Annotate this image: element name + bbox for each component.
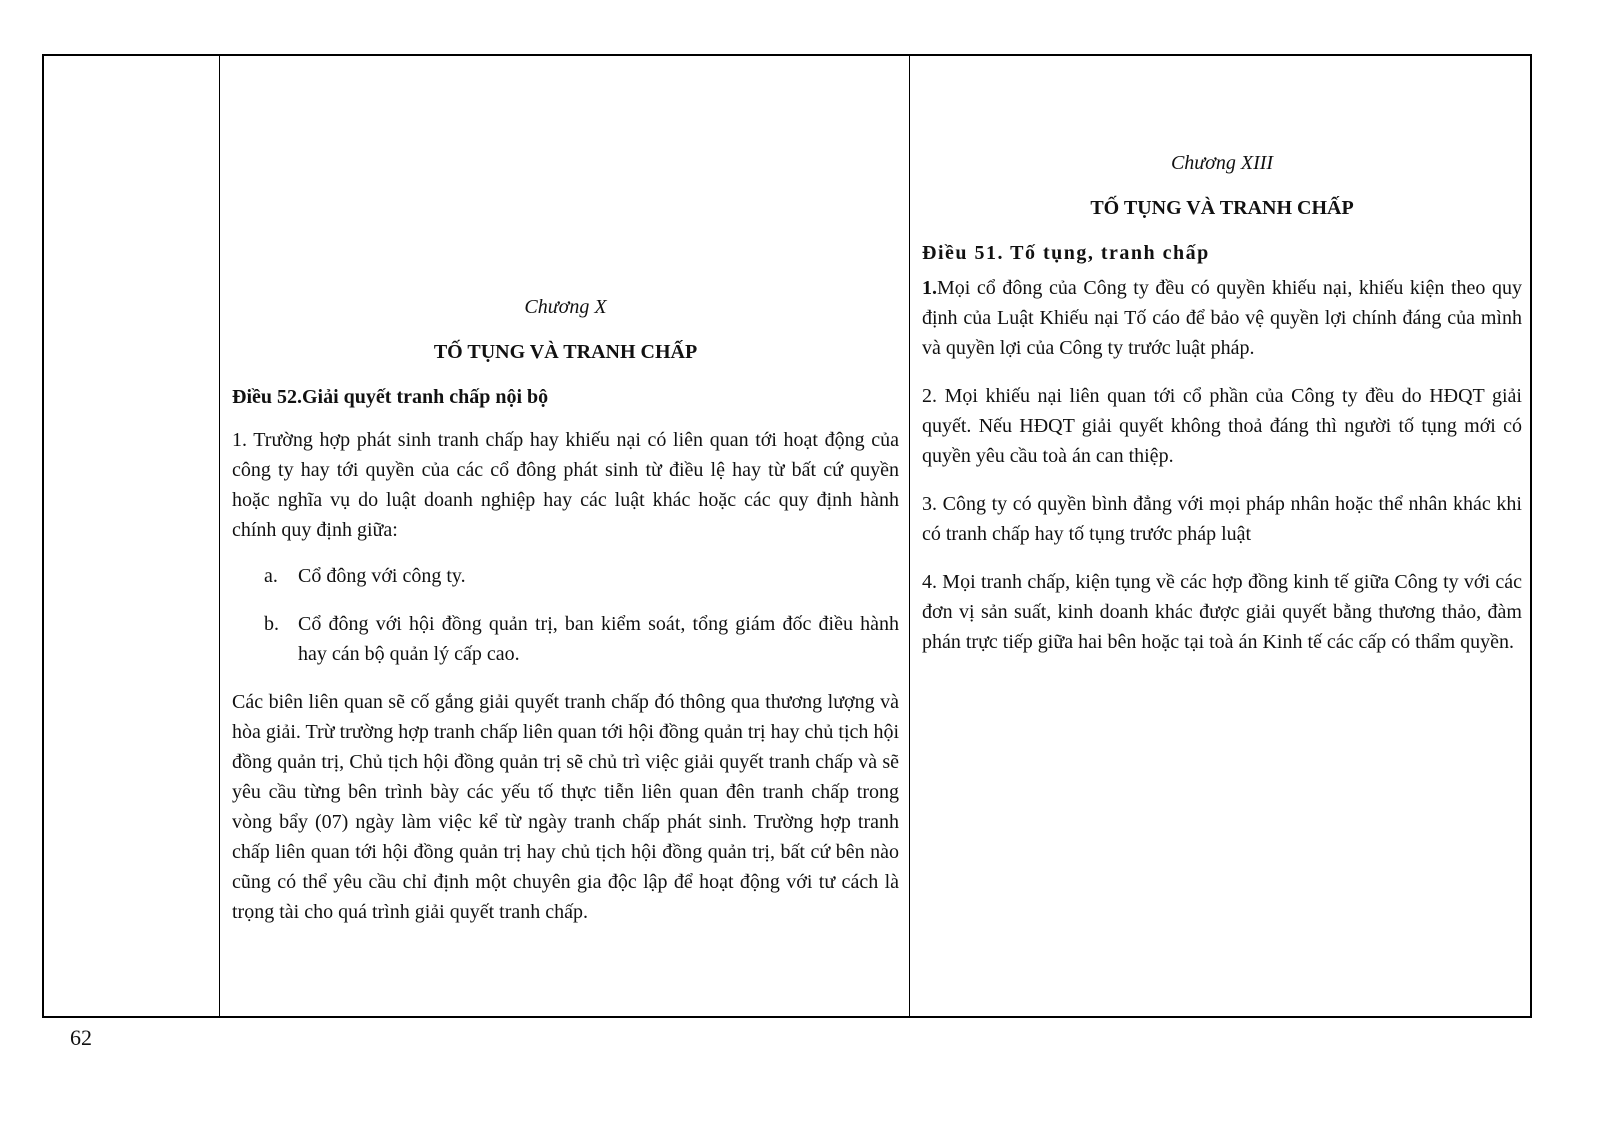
article-paragraph-3: 3. Công ty có quyền bình đẳng với mọi pháp nhân hoặc thể nhân khác khi có tranh chấp hay tố tụng trước pháp luật xyxy=(922,493,1522,545)
article-paragraph-2: 2. Mọi khiếu nại liên quan tới cổ phần của Công ty đều do HĐQT giải quyết. Nếu HĐQT giải quyết không thoả đáng thì người tố tụng mới có quyền yêu cầu toà án can thiệp. xyxy=(922,385,1522,467)
article-paragraph-1 xyxy=(922,273,1522,363)
page-number: 62 xyxy=(70,1025,92,1050)
chapter-heading: Chương X xyxy=(524,296,607,318)
chapter-title: TỐ TỤNG VÀ TRANH CHẤP xyxy=(1090,197,1354,219)
old-charter-column xyxy=(220,56,909,1016)
article-paragraph-2: Các biên liên quan sẽ cố gắng giải quyết tranh chấp đó thông qua thương lượng và hòa giải. Trừ trường hợp tranh chấp liên quan tới hội đồng quản trị hay chủ tịch hội đồng quản trị, Chủ tịch hội đồng quản trị sẽ chủ trì việc giải quyết tranh chấp và sẽ yêu cầu từng bên trình bày các yếu tố thực tiễn liên quan đên tranh chấp trong vòng bẩy (07) ngày làm việc kể từ ngày tranh chấp phát sinh. Trường hợp tranh chấp liên quan tới hội đồng quản trị hay chủ tịch hội đồng quản trị, bất cứ bên nào cũng có thể yêu cầu chỉ định một chuyên gia độc lập để hoạt động với tư cách là trọng tài cho quá trình giải quyết tranh chấp. xyxy=(232,691,899,923)
list-item xyxy=(264,561,899,591)
article-title: Điều 52.Giải quyết tranh chấp nội bộ xyxy=(232,386,549,408)
party-list xyxy=(232,561,899,669)
article-paragraph-4: 4. Mọi tranh chấp, kiện tụng về các hợp đồng kinh tế giữa Công ty với các đơn vị sản suất, kinh doanh khác được giải quyết bằng thương thảo, đàm phán trực tiếp giữa hai bên hoặc tại toà án Kinh tế các cấp có thẩm quyền. xyxy=(922,571,1522,653)
list-text: Cổ đông với hội đồng quản trị, ban kiểm soát, tổng giám đốc điều hành hay cán bộ quản lý cấp cao. xyxy=(298,613,899,665)
list-text: Cổ đông với công ty. xyxy=(298,565,466,587)
chapter-heading: Chương XIII xyxy=(1170,152,1274,174)
paragraph-number: 1. xyxy=(922,277,937,299)
new-charter-column xyxy=(910,56,1532,1016)
comparison-table xyxy=(42,54,1532,1018)
paragraph-text: Mọi cổ đông của Công ty đều có quyền khiếu nại, khiếu kiện theo quy định của Luật Khiếu nại Tố cáo để bảo vệ quyền lợi chính đáng của mình và quyền lợi của Công ty trước luật pháp. xyxy=(922,277,1522,359)
chapter-title: TỐ TỤNG VÀ TRANH CHẤP xyxy=(433,341,698,363)
list-marker: a. xyxy=(264,565,278,587)
list-item xyxy=(264,609,899,669)
list-marker: b. xyxy=(264,613,279,635)
article-title: Điều 51. Tố tụng, tranh chấp xyxy=(922,242,1210,264)
article-paragraph-1: 1. Trường hợp phát sinh tranh chấp hay khiếu nại có liên quan tới hoạt động của công ty hay tới quyền của các cổ đông phát sinh từ điều lệ hay từ bất cứ quyền hoặc nghĩa vụ do luật doanh nghiệp hay các luật khác hoặc các quy định hành chính quy định giữa: xyxy=(232,429,899,541)
